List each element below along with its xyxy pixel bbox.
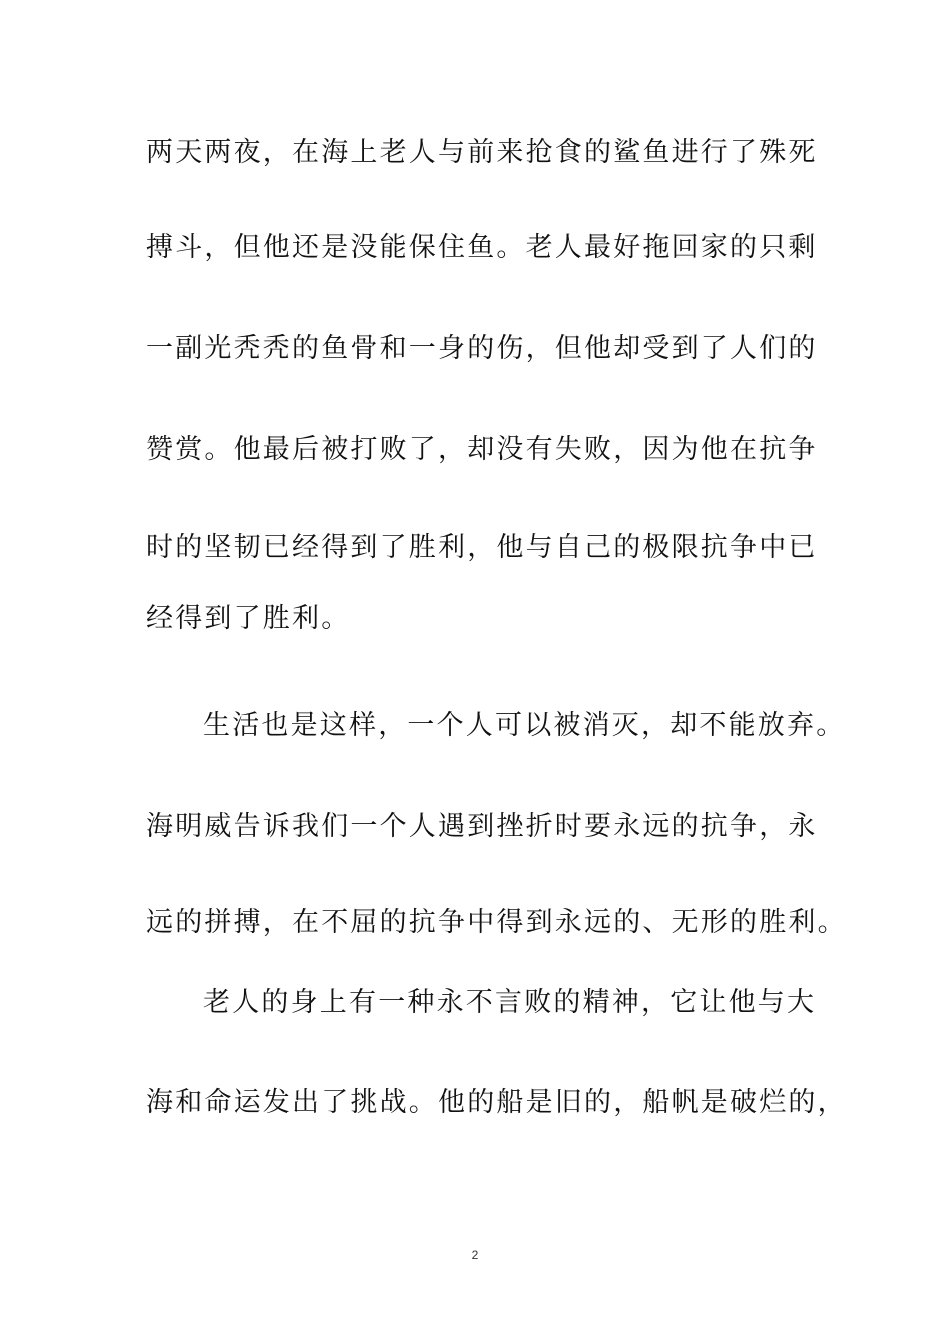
paragraph-2-line-2: 海明威告诉我们一个人遇到挫折时要永远的抗争，永: [146, 811, 818, 842]
page-number: 2: [471, 1248, 479, 1262]
text-line-2: 搏斗，但他还是没能保住鱼。老人最好拖回家的只剩: [146, 232, 818, 263]
paragraph-2-line-3: 远的拼搏，在不屈的抗争中得到永远的、无形的胜利。: [146, 907, 847, 938]
text-line-4: 赞赏。他最后被打败了，却没有失败，因为他在抗争: [146, 434, 818, 465]
text-line-6: 经得到了胜利。: [146, 603, 351, 634]
text-line-1: 两天两夜，在海上老人与前来抢食的鲨鱼进行了殊死: [146, 137, 818, 168]
paragraph-3-line-1: 老人的身上有一种永不言败的精神，它让他与大: [203, 987, 817, 1018]
text-line-3: 一副光秃秃的鱼骨和一身的伤，但他却受到了人们的: [146, 333, 818, 364]
paragraph-2-line-1: 生活也是这样，一个人可以被消灭，却不能放弃。: [203, 710, 846, 741]
text-line-5: 时的坚韧已经得到了胜利，他与自己的极限抗争中已: [146, 532, 818, 563]
paragraph-3-line-2: 海和命运发出了挑战。他的船是旧的，船帆是破烂的，: [146, 1087, 847, 1118]
